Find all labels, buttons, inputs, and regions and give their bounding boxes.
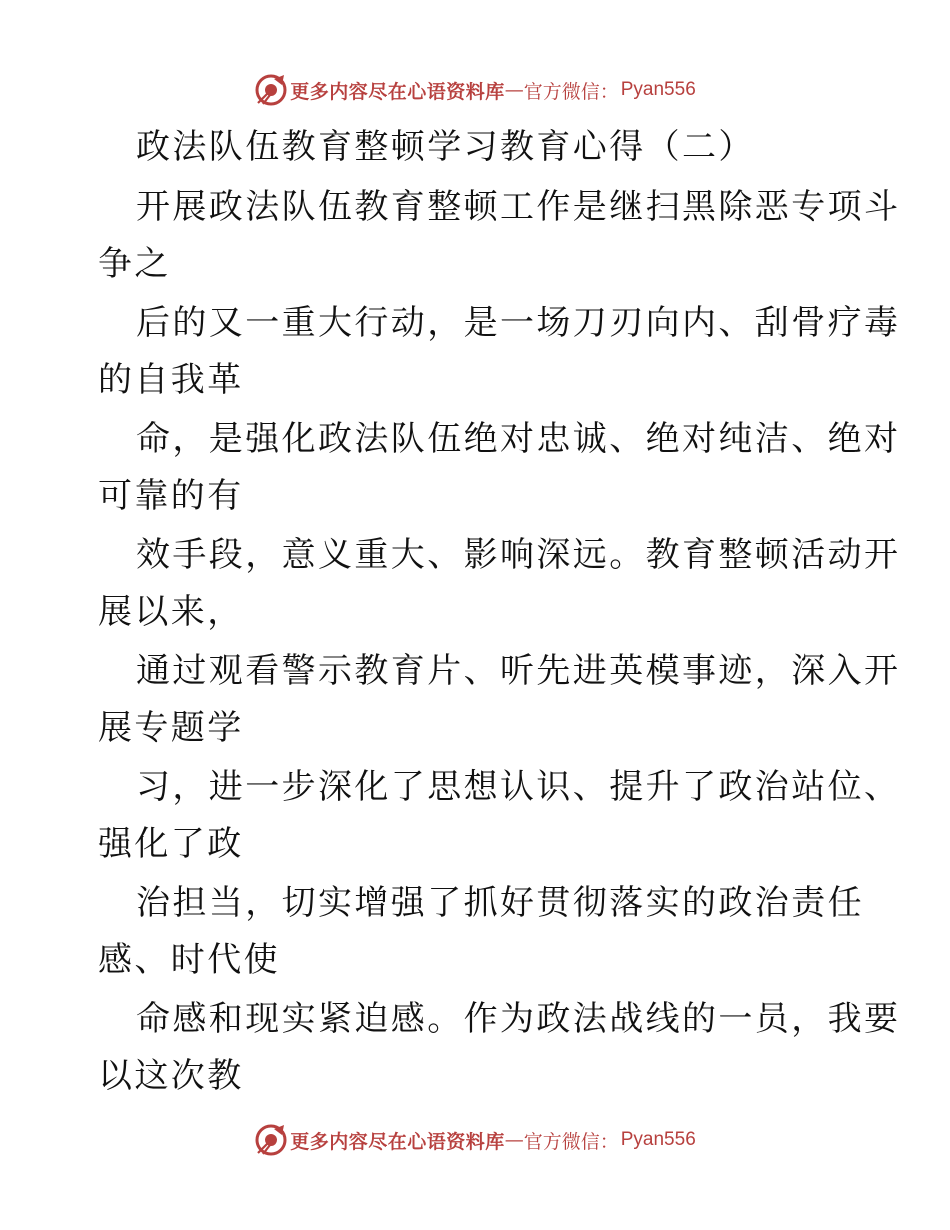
paragraph-line: 展以来，: [98, 592, 244, 632]
paragraph-line: 命，是强化政法队伍绝对忠诚、绝对纯洁、绝对: [136, 419, 901, 459]
banner-brand-text: 更多内容尽在心语资料库: [290, 1130, 505, 1153]
paragraph-line: 后的又一重大行动，是一场刀刃向内、刮骨疗毒: [136, 303, 901, 343]
footer-banner: [0, 1120, 950, 1160]
paragraph-line: 强化了政: [98, 824, 244, 864]
paragraph-line: 以这次教: [98, 1056, 244, 1096]
paragraph-line: 效手段，意义重大、影响深远。教育整顿活动开: [136, 535, 901, 575]
quill-logo-icon: [254, 1123, 288, 1157]
document-title: 政法队伍教育整顿学习教育心得（二）: [136, 127, 755, 167]
banner-wechat-id: Pyan556: [620, 79, 696, 100]
paragraph-line: 感、时代使: [98, 940, 280, 980]
banner-wechat-id: Pyan556: [620, 1129, 696, 1150]
banner-official-label: 官方微信：: [523, 1130, 619, 1153]
paragraph-line: 治担当，切实增强了抓好贯彻落实的政治责任: [136, 883, 864, 923]
paragraph-line: 展专题学: [98, 708, 244, 748]
banner-brand-text: 更多内容尽在心语资料库: [290, 80, 505, 103]
quill-logo-icon: [254, 73, 288, 107]
paragraph-line: 可靠的有: [98, 476, 244, 516]
paragraph-line: 通过观看警示教育片、听先进英模事迹，深入开: [136, 651, 901, 691]
banner-dash: —: [504, 1129, 524, 1151]
paragraph-line: 的自我革: [98, 360, 244, 400]
paragraph-line: 命感和现实紧迫感。作为政法战线的一员，我要: [136, 999, 901, 1039]
paragraph-line: 开展政法队伍教育整顿工作是继扫黑除恶专项斗: [136, 187, 901, 227]
banner-dash: —: [504, 79, 524, 101]
paragraph-line: 争之: [98, 244, 171, 284]
header-banner: [0, 70, 950, 110]
paragraph-line: 习，进一步深化了思想认识、提升了政治站位、: [136, 767, 901, 807]
banner-official-label: 官方微信：: [523, 80, 619, 103]
